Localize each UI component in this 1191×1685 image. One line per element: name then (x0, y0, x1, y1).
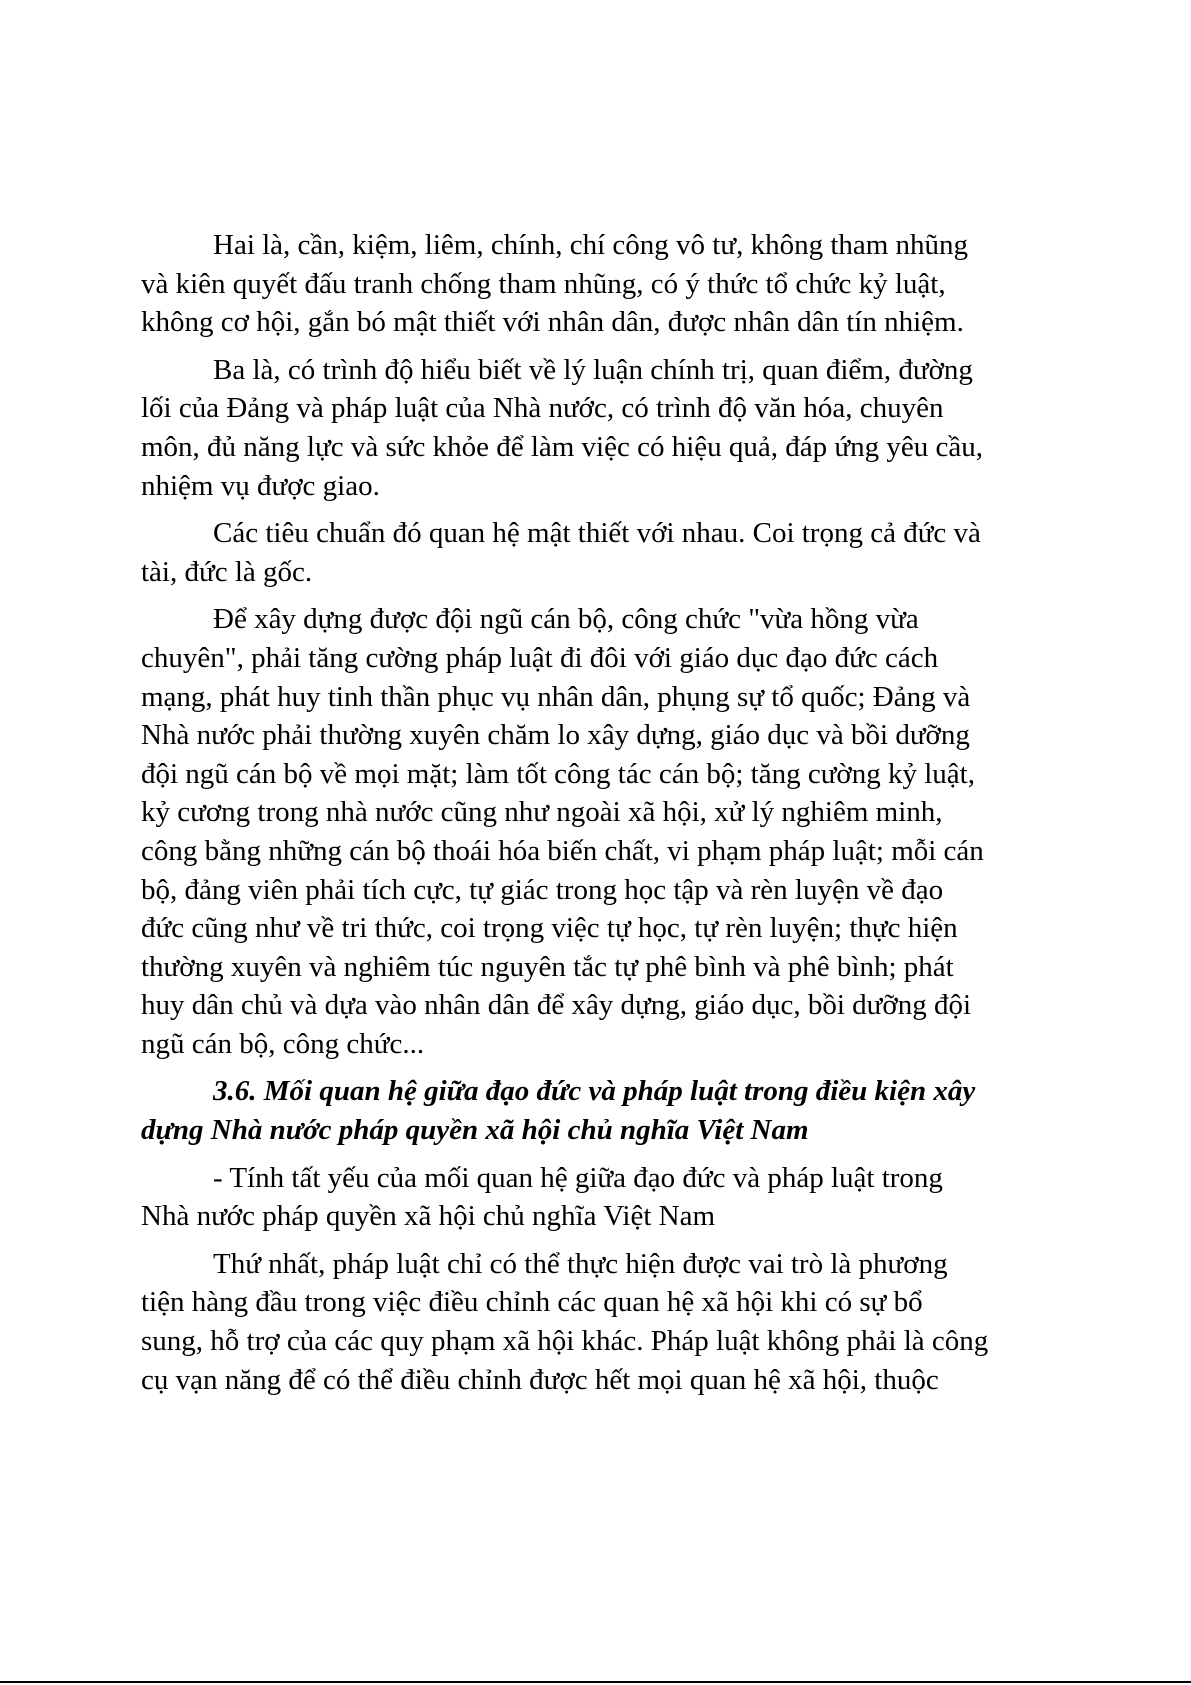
text-line: ngũ cán bộ, công chức... (141, 1027, 425, 1060)
text-line: Hai là, cần, kiệm, liêm, chính, chí công vô tư, không tham nhũng (213, 229, 969, 261)
document-page (141, 226, 1056, 1408)
heading-line: dựng Nhà nước pháp quyền xã hội chủ nghĩa Việt Nam (141, 1114, 809, 1147)
text-line: và kiên quyết đấu tranh chống tham nhũng, có ý thức tổ chức kỷ luật, (141, 267, 946, 300)
text-line: Nhà nước phải thường xuyên chăm lo xây dựng, giáo dục và bồi dưỡng (141, 719, 970, 752)
text-line: Thứ nhất, pháp luật chỉ có thể thực hiện được vai trò là phương (213, 1247, 948, 1280)
text-line: mạng, phát huy tinh thần phục vụ nhân dân, phụng sự tổ quốc; Đảng và (141, 680, 971, 713)
paragraph-thu-nhat (141, 1245, 1056, 1399)
text-line: kỷ cương trong nhà nước cũng như ngoài xã hội, xử lý nghiêm minh, (141, 796, 943, 829)
paragraph-xay-dung-doi-ngu (141, 600, 1056, 1063)
section-heading-3-6 (141, 1072, 1056, 1149)
paragraph-hai-la (141, 226, 1056, 342)
text-line: môn, đủ năng lực và sức khỏe để làm việc có hiệu quả, đáp ứng yêu cầu, (141, 430, 983, 463)
text-line: Để xây dựng được đội ngũ cán bộ, công chức "vừa hồng vừa (213, 603, 919, 636)
text-line: - Tính tất yếu của mối quan hệ giữa đạo đức và pháp luật trong (213, 1161, 943, 1194)
paragraph-ba-la (141, 351, 1056, 505)
text-line: bộ, đảng viên phải tích cực, tự giác trong học tập và rèn luyện về đạo (141, 873, 944, 906)
text-line: nhiệm vụ được giao. (141, 469, 380, 502)
text-line: chuyên", phải tăng cường pháp luật đi đôi với giáo dục đạo đức cách (141, 641, 939, 674)
text-line: công bằng những cán bộ thoái hóa biến chất, vi phạm pháp luật; mỗi cán (141, 834, 984, 867)
text-line: Nhà nước pháp quyền xã hội chủ nghĩa Việt Nam (141, 1200, 715, 1233)
text-line: cụ vạn năng để có thể điều chỉnh được hết mọi quan hệ xã hội, thuộc (141, 1363, 939, 1396)
text-line: không cơ hội, gắn bó mật thiết với nhân dân, được nhân dân tín nhiệm. (141, 306, 964, 339)
paragraph-tinh-tat-yeu (141, 1159, 1056, 1236)
text-line: đức cũng như về tri thức, coi trọng việc tự học, tự rèn luyện; thực hiện (141, 912, 958, 945)
text-line: tài, đức là gốc. (141, 555, 313, 588)
text-line: Ba là, có trình độ hiểu biết về lý luận chính trị, quan điểm, đường (213, 353, 973, 386)
text-line: thường xuyên và nghiêm túc nguyên tắc tự phê bình và phê bình; phát (141, 950, 954, 983)
paragraph-tieu-chuan (141, 514, 1056, 591)
text-line: sung, hỗ trợ của các quy phạm xã hội khác. Pháp luật không phải là công (141, 1325, 989, 1358)
text-line: tiện hàng đầu trong việc điều chỉnh các quan hệ xã hội khi có sự bổ (141, 1286, 923, 1319)
heading-line: 3.6. Mối quan hệ giữa đạo đức và pháp luật trong điều kiện xây (213, 1075, 976, 1108)
text-line: huy dân chủ và dựa vào nhân dân để xây dựng, giáo dục, bồi dưỡng đội (141, 989, 971, 1022)
text-line: lối của Đảng và pháp luật của Nhà nước, có trình độ văn hóa, chuyên (141, 392, 944, 425)
text-line: Các tiêu chuẩn đó quan hệ mật thiết với nhau. Coi trọng cả đức và (213, 517, 981, 550)
text-line: đội ngũ cán bộ về mọi mặt; làm tốt công tác cán bộ; tăng cường kỷ luật, (141, 757, 975, 790)
page-bottom-rule (0, 1681, 1191, 1683)
